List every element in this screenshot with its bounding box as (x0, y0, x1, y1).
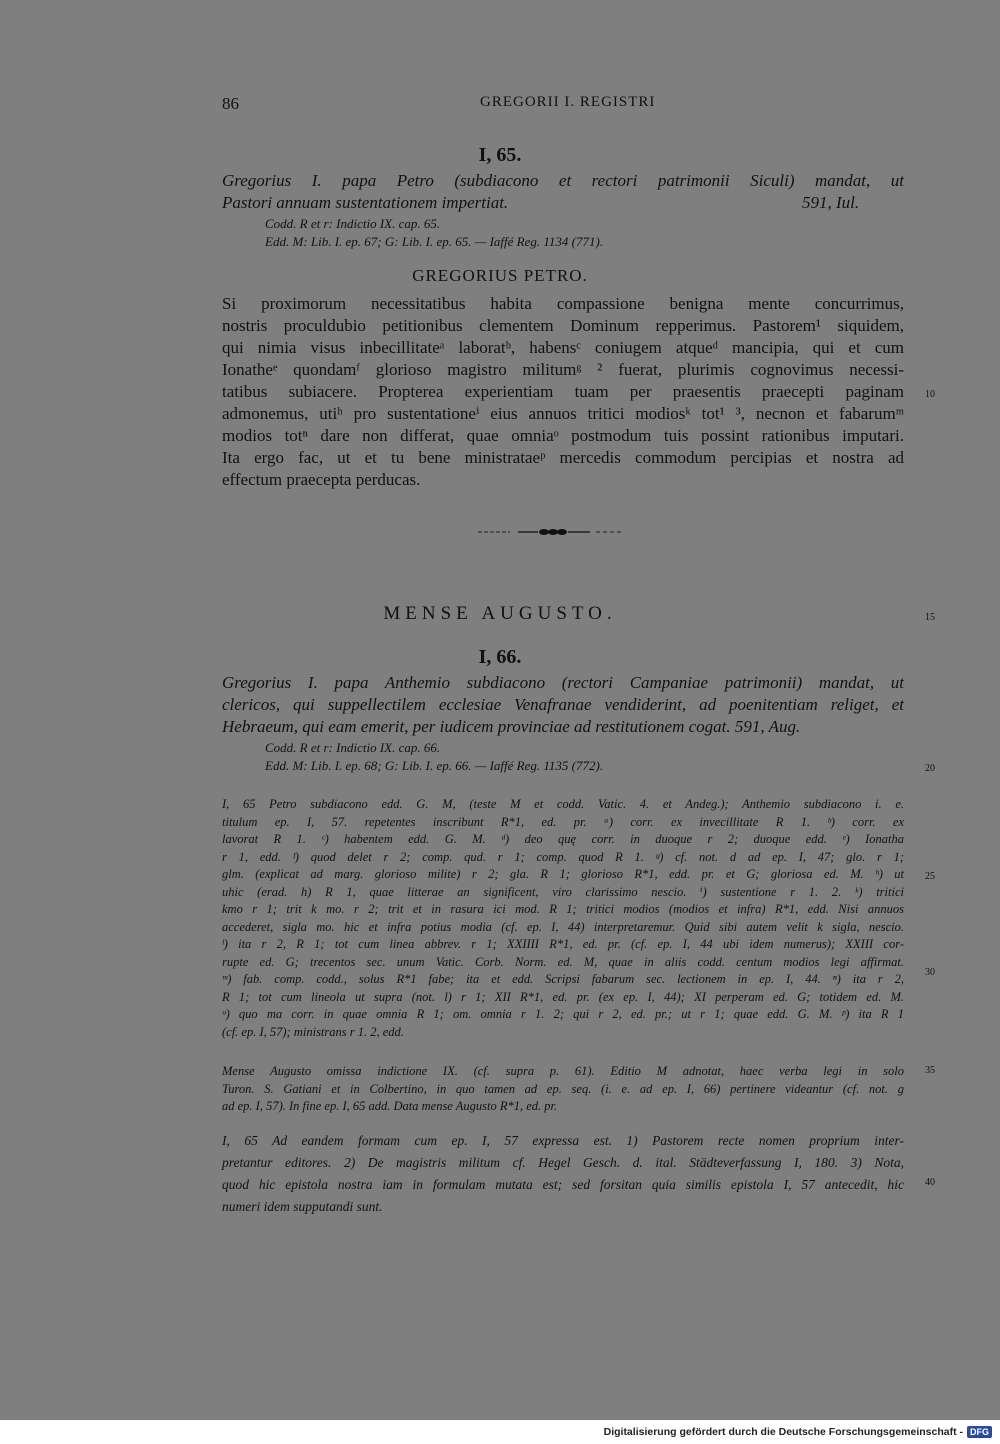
note-line: Turon. S. Gatiani et in Colbertino, in quo tamen ad ep. seq. (i. e. ad ep. I, 66) pertinere videantur (cf. not. g (222, 1081, 904, 1096)
summary-line: Gregorius I. papa Petro (subdiacono et rectori patrimonii Siculi) mandat, ut (222, 171, 904, 190)
mense-note (222, 1063, 904, 1116)
apparatus-line: ᵒ) quo ma corr. in quae omnia R 1; om. omnia r 1. 2; qui r 2, ed. pr.; ut r 1; quae edd. G. M. ᵖ) ita R 1 (222, 1007, 904, 1021)
summary-line: Pastori annuam sustentationem impertiat. 591, Iul. (222, 193, 860, 212)
editions-line: Edd. M: Lib. I. ep. 67; G: Lib. I. ep. 65. — Iaffé Reg. 1134 (771). (265, 234, 604, 249)
line-number: 30 (925, 967, 935, 978)
commentary-line: I, 65 Ad eandem formam cum ep. I, 57 expressa est. 1) Pastorem recte nomen proprium inter- (222, 1133, 904, 1148)
body-line: tatibus subiacere. Propterea experientiam tuam per praesentis praecepti paginam (222, 382, 904, 401)
running-title: GREGORII I. REGISTRI (480, 94, 656, 110)
section-heading: MENSE AUGUSTO. (383, 603, 617, 624)
dfg-logo: DFG (967, 1426, 992, 1438)
editions-line: Edd. M: Lib. I. ep. 68; G: Lib. I. ep. 66. — Iaffé Reg. 1135 (772). (265, 758, 604, 773)
line-number: 20 (925, 763, 935, 774)
body-line: Si proximorum necessitatibus habita compassione benigna mente concurrimus, (222, 294, 904, 313)
apparatus-line: R 1; tot cum lineola ut supra (not. l) r 1; XII R*1, ed. pr. (ex ep. I, 44); XI perperam ed. G; totidem ed. M. (222, 989, 904, 1004)
letter-summary (222, 170, 904, 214)
apparatus-line: (cf. ep. I, 57); ministrans r 1. 2, edd. (222, 1024, 404, 1039)
letter-summary (222, 672, 904, 738)
line-number: 25 (925, 871, 935, 882)
commentary-line: numeri idem supputandi sunt. (222, 1199, 383, 1214)
letter-date: 591, Iul. (802, 193, 860, 212)
body-line: admonemus, utiʰ pro sustentationeⁱ eius annuos tritici modiosᵏ tot¹ ³, necnon et fabarumᵐ (222, 404, 904, 423)
body-line: Ita ergo fac, ut et tu bene ministrataeᵖ mercedis commodum percipias et nostra ad (222, 448, 904, 467)
body-line: modios totⁿ dare non differat, quae omniaᵒ postmodum tuis possint rationibus imputari. (222, 426, 904, 445)
commentary-notes (222, 1130, 904, 1218)
page-number: 86 (222, 94, 239, 113)
body-line: Ionatheᵉ quondamᶠ glorioso magistro militumᵍ ² fuerat, plurimis cognovimus necessi- (222, 360, 904, 379)
apparatus-line: lavorat R 1. ᶜ) habentem edd. G. M. ᵈ) deo quę corr. in duoque r 2; duoque edd. ᵉ) Ionatha (222, 832, 904, 846)
apparatus-line: r 1, edd. ᶠ) quod delet r 2; comp. qud. r 1; comp. quod R 1. ᵍ) cf. not. d ad ep. I, 47; glo. r 1; (222, 849, 904, 864)
apparatus-line: I, 65 Petro subdiacono edd. G. M, (teste M et codd. Vatic. 4. et Andeg.); Anthemio subdiacono i. e. (222, 797, 904, 811)
body-line: nostris proculdubio petitionibus clementem Dominum repperimus. Pastorem¹ siquidem, (222, 316, 904, 335)
apparatus-line: rupte ed. G; trecentos sec. unum Vatic. Corb. Norm. ed. M, quae in aliis codd. centum modios legi affirmat. (222, 954, 904, 969)
letter-number: I, 66. (478, 646, 522, 668)
body-line: qui nimia visus inbecillitateᵃ laboratᵇ, habensᶜ coniugem atqueᵈ mancipia, qui et cum (222, 338, 904, 357)
commentary-line: quod hic epistola nostra iam in formulam mutata est; sed forsitan quia similis epistola I, 57 antecedit, hic (222, 1177, 904, 1192)
body-line: effectum praecepta perducas. (222, 470, 421, 489)
line-number: 15 (925, 612, 935, 623)
apparatus-line: glm. (explicat ad marg. glorioso milite) r 2; gla. R 1; glorioso R*1, edd. pr. et G; gloriosa ed. M. ʰ) ut (222, 867, 904, 881)
commentary-line: pretantur editores. 2) De magistris militum cf. Hegel Gesch. d. ital. Städteverfassung I, 180. 3) Nota, (222, 1155, 904, 1170)
critical-apparatus (222, 796, 904, 1041)
apparatus-line: ᵐ) fab. comp. codd., solus R*1 fabe; ita et edd. Scripsi fabarum sec. lectionem in ep. I, 44. ⁿ) ita r 2, (222, 972, 904, 986)
note-line: ad ep. I, 57). In fine ep. I, 65 add. Data mense Augusto R*1, ed. pr. (222, 1099, 558, 1113)
summary-line: Gregorius I. papa Anthemio subdiacono (rectori Campaniae patrimonii) mandat, ut (222, 673, 904, 692)
apparatus-line: accederet, sigla mo. hic et infra potius modia (cf. ep. I, 44) interpretaremur. Quid sibi autem velit k sigla, nescio. (222, 919, 904, 934)
line-number: 40 (925, 1177, 935, 1188)
codices-line: Codd. R et r: Indictio IX. cap. 66. (265, 740, 441, 755)
summary-line: Hebraeum, qui eam emerit, per iudicem provinciae ad restitutionem cogat. 591, Aug. (222, 717, 801, 736)
codices-line: Codd. R et r: Indictio IX. cap. 65. (265, 216, 441, 231)
line-number: 35 (925, 1065, 935, 1076)
apparatus-line: uhic (erad. h) R 1, quae litterae an significent, viro clarissimo nescio. ⁱ) sustentione r 1. 2. ᵏ) tritici (222, 884, 904, 899)
letter-body (222, 293, 904, 491)
apparatus-line: ˡ) ita r 2, R 1; tot cum linea abbrev. r 1; XXIIII R*1, ed. pr. (cf. ep. I, 44 ubi idem numerus); XXIII cor- (222, 937, 904, 951)
note-line: Mense Augusto omissa indictione IX. (cf. supra p. 61). Editio M adnotat, haec verba legi in solo (222, 1064, 904, 1078)
line-number: 10 (925, 389, 935, 400)
apparatus-line: kmo r 1; trit k mo. r 2; trit et in rasura ici mod. R 1; tritici modios (modios et infra) R*1, edd. Nisi annuos (222, 902, 904, 916)
salutation: GREGORIUS PETRO. (412, 266, 588, 285)
footer-text: Digitalisierung gefördert durch die Deutsche Forschungsgemeinschaft - (603, 1426, 963, 1438)
digitization-footer (604, 1426, 992, 1438)
ornament-divider-icon (478, 526, 628, 538)
letter-number: I, 65. (478, 144, 522, 166)
summary-line: clericos, qui suppellectilem ecclesiae Venafranae vendiderint, ad poenitentiam religet, et (222, 695, 904, 714)
apparatus-line: titulum ep. I, 57. repetentes inscribunt R*1, ed. pr. ᵃ) corr. ex invecillitate R 1. ᵇ) corr. ex (222, 814, 904, 829)
